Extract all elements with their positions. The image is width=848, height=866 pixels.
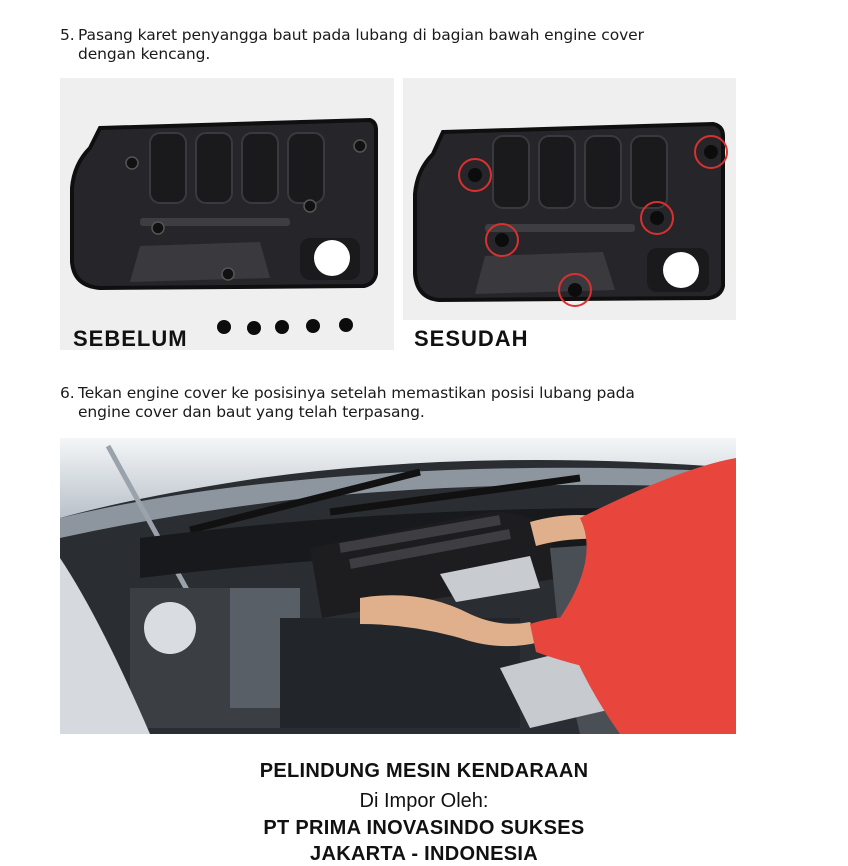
step-5-line1: Pasang karet penyangga baut pada lubang di bagian bawah engine cover	[78, 26, 644, 44]
step-6-line1: Tekan engine cover ke posisinya setelah memastikan posisi lubang pada	[78, 384, 635, 402]
product-title: PELINDUNG MESIN KENDARAAN	[259, 760, 589, 782]
step-6-instruction	[60, 384, 635, 422]
step-6-number: 6.	[60, 384, 75, 402]
company-name: PT PRIMA INOVASINDO SUKSES	[263, 817, 585, 839]
imported-by-text: Di Impor Oleh:	[359, 790, 489, 812]
step-5-number: 5.	[60, 26, 75, 44]
after-label: SESUDAH	[414, 326, 529, 351]
step-5-instruction	[60, 26, 644, 64]
engine-installation-image	[60, 438, 736, 734]
before-photo	[60, 78, 394, 350]
before-engine-cover-image	[60, 78, 394, 350]
after-engine-cover-image	[403, 78, 736, 320]
before-label: SEBELUM	[73, 326, 188, 351]
after-photo	[403, 78, 736, 320]
engine-bay-photo	[60, 438, 736, 734]
step-6-line2: engine cover dan baut yang telah terpasang.	[78, 403, 425, 421]
company-location: JAKARTA - INDONESIA	[310, 843, 538, 865]
step-5-line2: dengan kencang.	[78, 45, 211, 63]
